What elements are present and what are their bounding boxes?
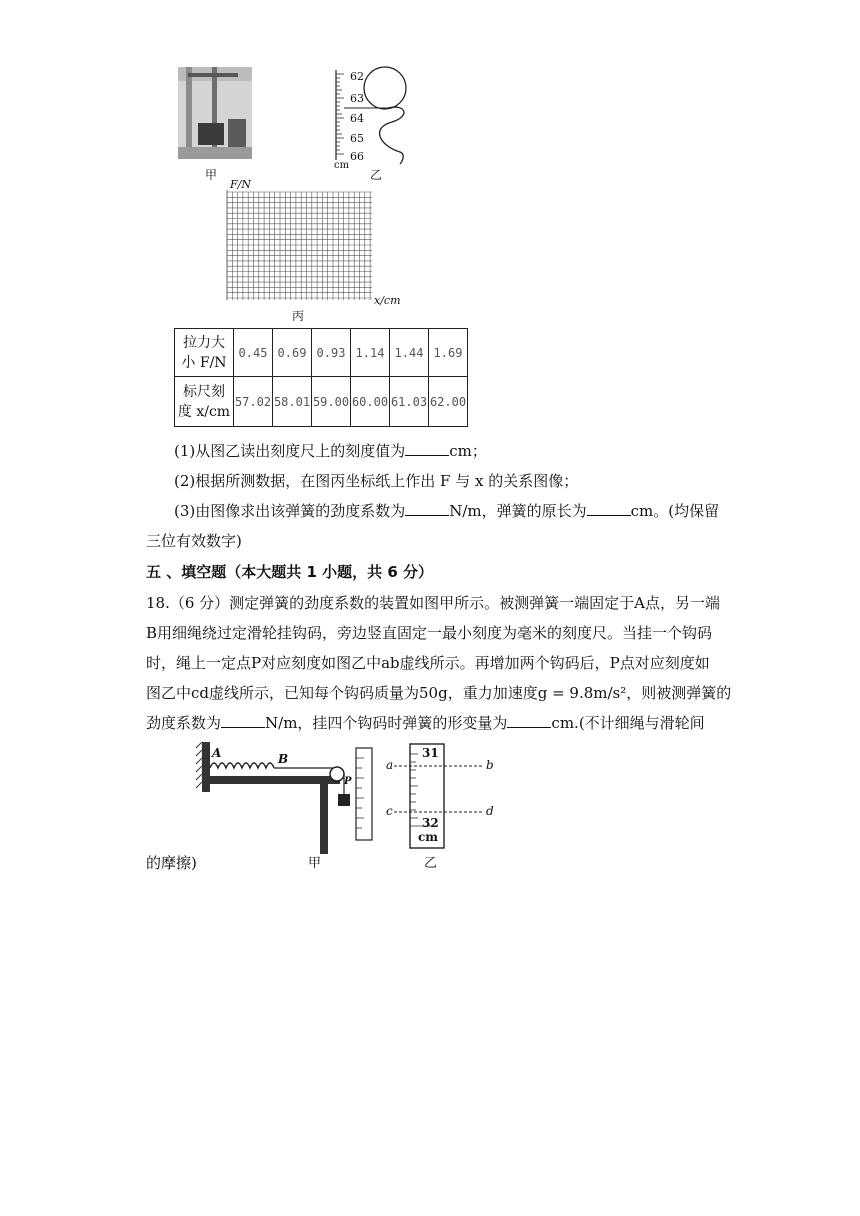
q18-line-1: 18.（6 分）测定弹簧的劲度系数的装置如图甲所示。被测弹簧一端固定于A点，另一端 bbox=[146, 594, 721, 612]
label-B: B bbox=[278, 752, 289, 766]
spring-apparatus-jia bbox=[196, 742, 496, 871]
answer-blank bbox=[221, 713, 265, 728]
answer-blank bbox=[405, 441, 449, 456]
label-P: P bbox=[344, 776, 352, 787]
table-cell: 60.00 bbox=[351, 377, 390, 427]
photo-jia-image bbox=[178, 67, 252, 159]
q3-suffix: cm。(均保留 bbox=[630, 502, 720, 520]
ruler-label-cm: cm bbox=[418, 830, 439, 844]
q1-text: (1)从图乙读出刻度尺上的刻度值为 bbox=[174, 442, 406, 460]
table-cell: 0.93 bbox=[312, 329, 351, 377]
q3-text: (3)由图像求出该弹簧的劲度系数为 bbox=[174, 502, 406, 520]
table-cell: 62.00 bbox=[429, 377, 468, 427]
table-cell: 1.44 bbox=[390, 329, 429, 377]
ruler-figure-yi bbox=[330, 66, 440, 170]
table-cell: 0.69 bbox=[273, 329, 312, 377]
q18-text: 劲度系数为 bbox=[146, 714, 222, 732]
label-d: d bbox=[486, 804, 494, 818]
table-cell: 1.69 bbox=[429, 329, 468, 377]
figure-label-yi: 乙 bbox=[370, 168, 383, 182]
q18-suffix: cm.(不计细绳与滑轮间 bbox=[551, 714, 705, 732]
table-cell: 0.45 bbox=[234, 329, 273, 377]
answer-blank bbox=[405, 501, 449, 516]
grid-x-axis-label: x/cm bbox=[374, 294, 401, 307]
ruler-with-loop bbox=[330, 66, 440, 170]
ruler-unit: cm bbox=[334, 160, 350, 171]
table-header-scale bbox=[175, 377, 234, 427]
ruler-tick-63: 63 bbox=[350, 92, 364, 105]
grid-y-axis-label: F/N bbox=[230, 178, 251, 191]
q18-line-4: 图乙中cd虚线所示，已知每个钩码质量为50g，重力加速度g = 9.8m/s²，则被测弹簧的 bbox=[146, 684, 732, 702]
figure-label-yi-2: 乙 bbox=[424, 856, 438, 871]
q18-line-2: B用细绳绕过定滑轮挂钩码，旁边竖直固定一最小刻度为毫米的刻度尺。当挂一个钩码 bbox=[146, 624, 713, 642]
table-cell: 59.00 bbox=[312, 377, 351, 427]
table-cell: 1.14 bbox=[351, 329, 390, 377]
q18-line-5 bbox=[146, 713, 705, 733]
figure-label-bing: 丙 bbox=[292, 309, 305, 323]
q18-mid: N/m，挂四个钩码时弹簧的形变量为 bbox=[265, 714, 508, 732]
ruler-tick-66: 66 bbox=[350, 150, 364, 163]
figure-label-jia-2: 甲 bbox=[308, 856, 322, 871]
table-cell: 58.01 bbox=[273, 377, 312, 427]
ruler-label-31: 31 bbox=[422, 746, 439, 760]
question-2: (2)根据所测数据，在图丙坐标纸上作出 F 与 x 的关系图像； bbox=[174, 472, 579, 490]
table-cell: 57.02 bbox=[234, 377, 273, 427]
header-line: 拉力大 bbox=[183, 334, 225, 351]
label-A: A bbox=[212, 746, 222, 760]
label-b: b bbox=[486, 758, 494, 772]
photo-jia bbox=[178, 67, 252, 159]
answer-blank bbox=[507, 713, 551, 728]
apparatus-drawing bbox=[196, 742, 496, 868]
table-row bbox=[175, 377, 468, 427]
question-1 bbox=[174, 441, 487, 461]
table-header-force bbox=[175, 329, 234, 377]
question-3-line2: 三位有效数字) bbox=[146, 532, 242, 550]
q3-mid: N/m，弹簧的原长为 bbox=[449, 502, 587, 520]
q18-line-3: 时，绳上一定点P对应刻度如图乙中ab虚线所示。再增加两个钩码后，P点对应刻度如 bbox=[146, 654, 710, 672]
ruler-tick-64: 64 bbox=[350, 112, 364, 125]
table-row bbox=[175, 329, 468, 377]
grid-paper-bing bbox=[224, 190, 374, 302]
data-table bbox=[174, 328, 468, 427]
q18-line-6: 的摩擦) bbox=[146, 854, 197, 872]
ruler-tick-65: 65 bbox=[350, 132, 364, 145]
header-line: 小 F/N bbox=[181, 354, 227, 371]
header-line: 度 x/cm bbox=[177, 403, 231, 420]
answer-blank bbox=[587, 501, 631, 516]
grid-lines bbox=[224, 190, 374, 302]
label-c: c bbox=[386, 804, 393, 818]
question-3 bbox=[174, 501, 719, 521]
table-cell: 61.03 bbox=[390, 377, 429, 427]
figure-label-jia: 甲 bbox=[205, 168, 218, 182]
label-a: a bbox=[386, 758, 394, 772]
q1-suffix: cm； bbox=[449, 442, 487, 460]
ruler-tick-62: 62 bbox=[350, 70, 364, 83]
section-heading: 五 、填空题（本大题共 1 小题，共 6 分） bbox=[146, 563, 433, 581]
ruler-label-32: 32 bbox=[422, 816, 439, 830]
header-line: 标尺刻 bbox=[183, 383, 225, 400]
